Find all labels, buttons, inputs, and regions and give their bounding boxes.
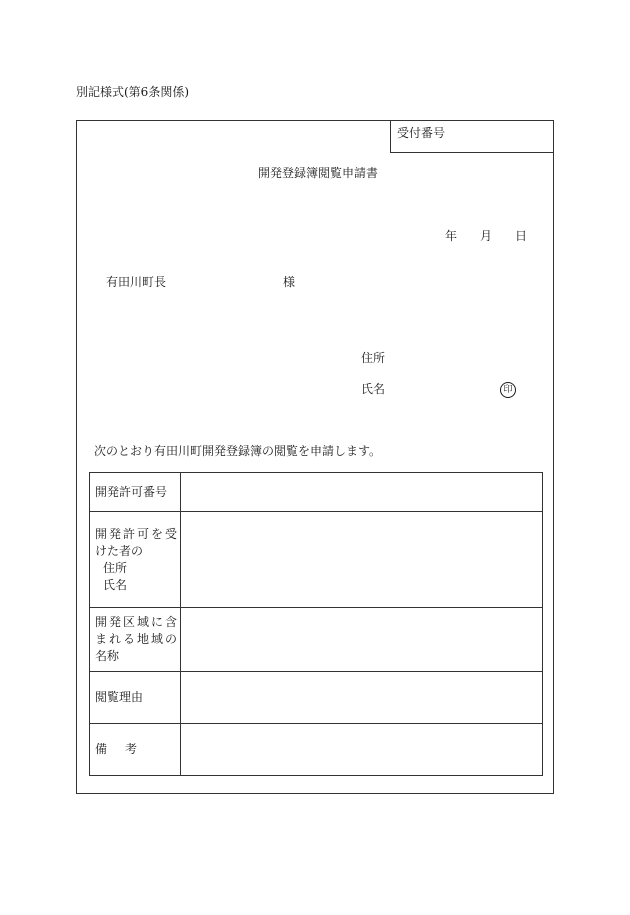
label-line: 名称 (95, 649, 120, 663)
table-row-permit-number (90, 473, 543, 512)
table-row-reason (90, 672, 543, 724)
date-month-label: 月 (480, 229, 493, 243)
label-line: 開発許可番号 (95, 484, 168, 499)
receipt-number-box (390, 120, 554, 153)
label-permit-number (90, 473, 181, 512)
table-row-permit-holder (90, 512, 543, 608)
label-line: 氏名 (103, 577, 128, 592)
label-line: けた者の (95, 543, 144, 558)
field-reason[interactable] (181, 672, 543, 724)
applicant-name-label: 氏名 (361, 382, 386, 396)
label-line: 住所 (103, 560, 128, 575)
label-line: 開発区域に含 (95, 615, 180, 629)
application-statement: 次のとおり有田川町開発登録簿の閲覧を申請します。 (94, 444, 382, 458)
date-year-label: 年 (445, 229, 458, 243)
label-development-area (90, 608, 181, 672)
field-permit-holder[interactable] (181, 512, 543, 608)
receipt-number-label: 受付番号 (397, 126, 446, 140)
seal-icon: 印 (500, 382, 516, 398)
applicant-address-label: 住所 (361, 351, 386, 365)
label-reason (90, 672, 181, 724)
table-row-development-area (90, 608, 543, 672)
label-line: 備考 (95, 742, 156, 756)
label-remarks (90, 724, 181, 776)
form-reference: 別記様式(第6条関係) (76, 85, 189, 99)
addressee-honorific: 様 (283, 275, 296, 289)
table-row-remarks (90, 724, 543, 776)
field-development-area[interactable] (181, 608, 543, 672)
label-line: 開発許可を受 (95, 526, 180, 541)
detail-table (89, 472, 543, 776)
label-line: 閲覧理由 (95, 690, 144, 704)
label-permit-holder (90, 512, 181, 608)
date-day-label: 日 (515, 229, 528, 243)
addressee-name: 有田川町長 (106, 275, 167, 289)
label-line: まれる地域の (95, 632, 180, 646)
field-permit-number[interactable] (181, 473, 543, 512)
field-remarks[interactable] (181, 724, 543, 776)
form-title: 開発登録簿閲覧申請書 (258, 166, 379, 180)
